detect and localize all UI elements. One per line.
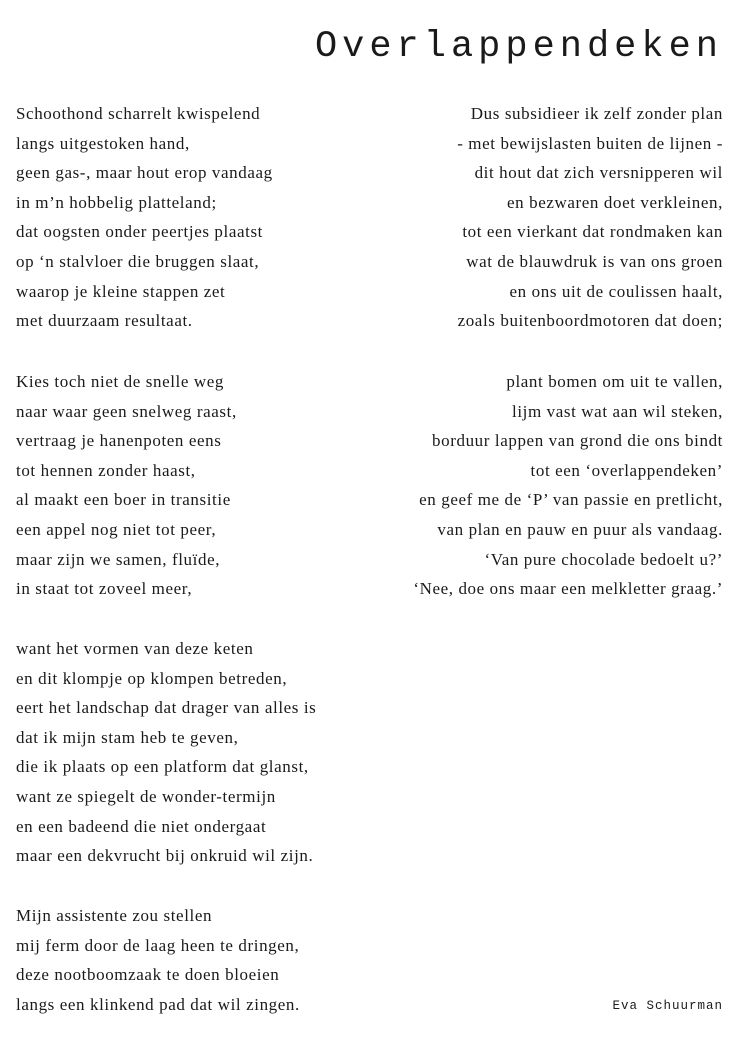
poem-line: van plan en pauw en puur als vandaag. [437,519,723,539]
poem-title: Overlappendeken [314,26,723,68]
poem-line: in staat tot zoveel meer, [16,579,193,599]
poem-line: eert het landschap dat drager van alles is [16,698,317,718]
poem-line: Mijn assistente zou stellen [16,906,213,925]
poem-line: die ik plaats op een platform dat glanst, [16,757,309,777]
poem-line: en ons uit de coulissen haalt, [509,281,723,301]
poem-line: ‘Nee, doe ons maar een melkletter graag.’ [413,579,723,599]
poem-line: dit hout dat zich versnipperen wil [474,163,723,183]
poem-line: want ze spiegelt de wonder-termijn [16,786,276,806]
stanza-left-2 [16,367,237,604]
poem-line: tot hennen zonder haast, [16,460,196,480]
poem-line: geen gas-, maar hout erop vandaag [16,163,273,183]
poem-line: dat ik mijn stam heb te geven, [16,727,239,747]
poem-line: ‘Van pure chocolade bedoelt u?’ [484,549,723,569]
poem-line: tot een ‘overlappendeken’ [530,460,723,480]
poem-line: langs uitgestoken hand, [16,133,190,153]
poem-line: langs een klinkend pad dat wil zingen. [16,994,300,1014]
poem-line: waarop je kleine stappen zet [16,281,226,301]
poem-line: mij ferm door de laag heen te dringen, [16,935,300,955]
poem-line: een appel nog niet tot peer, [16,519,217,539]
poem-line: zoals buitenboordmotoren dat doen; [457,311,723,331]
poem-line: Dus subsidieer ik zelf zonder plan [470,104,723,123]
poem-line: dat oogsten onder peertjes plaatst [16,222,263,242]
poem-line: borduur lappen van grond die ons bindt [432,431,723,451]
stanza-left-3 [16,634,316,871]
poem-line: vertraag je hanenpoten eens [16,431,222,451]
author-name: Eva Schuurman [612,999,723,1013]
stanza-right-2 [413,367,723,604]
poem-line: want het vormen van deze keten [16,639,254,658]
poem-line: op ‘n stalvloer die bruggen slaat, [16,251,260,271]
poem-line: Schoothond scharrelt kwispelend [16,104,261,123]
poem-line: met duurzaam resultaat. [16,311,193,331]
poem-line: en geef me de ‘P’ van passie en pretlicht, [419,490,723,510]
poem-line: maar zijn we samen, fluïde, [16,549,221,569]
poem-line: en dit klompje op klompen betreden, [16,668,288,688]
poem-line: wat de blauwdruk is van ons groen [466,251,723,271]
stanza-left-4 [16,901,300,1019]
poem-line: lijm vast wat aan wil steken, [512,401,723,421]
poem-line: tot een vierkant dat rondmaken kan [462,222,723,242]
poem-line: in m’n hobbelig platteland; [16,192,217,212]
poem-line: en bezwaren doet verkleinen, [507,192,723,212]
poem-line: al maakt een boer in transitie [16,490,231,510]
poem-line: Kies toch niet de snelle weg [16,372,224,391]
poem-line: maar een dekvrucht bij onkruid wil zijn. [16,846,314,866]
poem-line: plant bomen om uit te vallen, [506,372,723,391]
stanza-right-1 [457,99,723,336]
poem-line: - met bewijslasten buiten de lijnen - [457,133,723,153]
poem-line: en een badeend die niet ondergaat [16,816,267,836]
stanza-left-1 [16,99,273,336]
poem-line: naar waar geen snelweg raast, [16,401,237,421]
poem-line: deze nootboomzaak te doen bloeien [16,965,280,985]
